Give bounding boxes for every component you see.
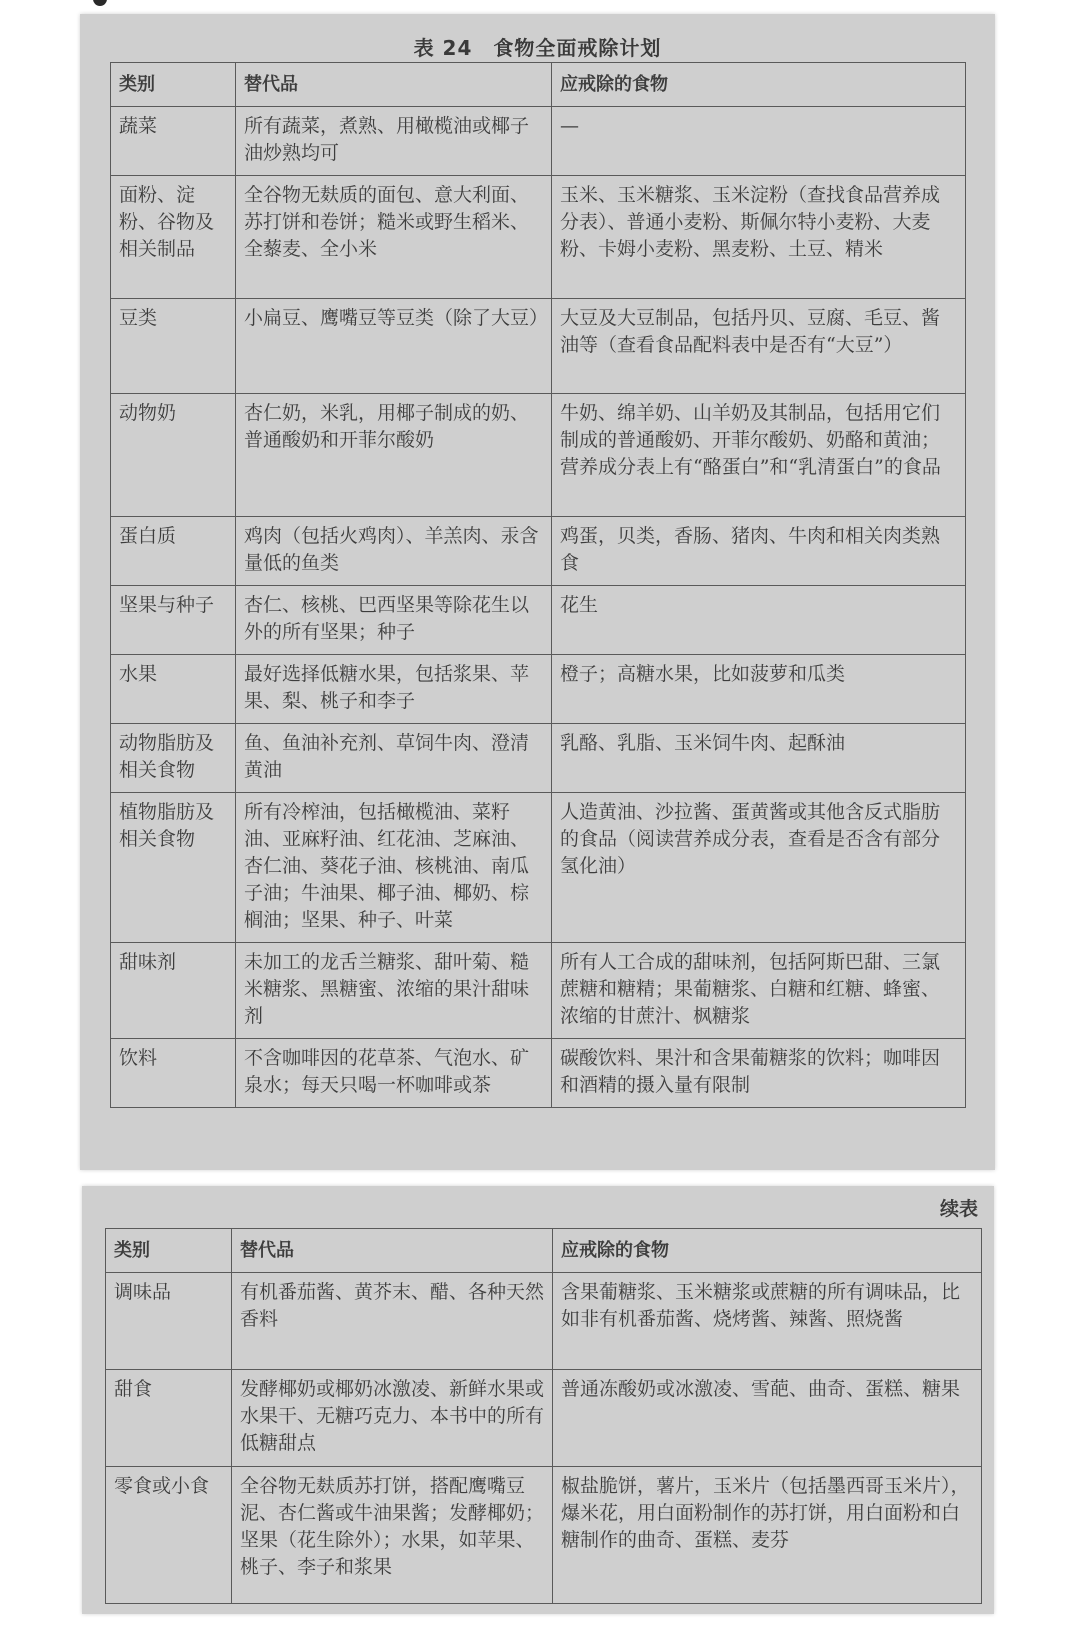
cell-avoid: 牛奶、绵羊奶、山羊奶及其制品，包括用它们制成的普通酸奶、开菲尔酸奶、奶酪和黄油；营养成分表上有“酪蛋白”和“乳清蛋白”的食品	[552, 394, 966, 517]
cell-category: 甜味剂	[111, 943, 236, 1039]
header-substitutes: 替代品	[236, 63, 552, 107]
cell-avoid: 普通冻酸奶或冰激凌、雪葩、曲奇、蛋糕、糖果	[553, 1370, 982, 1467]
cell-substitutes: 全谷物无麸质苏打饼，搭配鹰嘴豆泥、杏仁酱或牛油果酱；发酵椰奶；坚果（花生除外）；水果，如苹果、桃子、李子和浆果	[232, 1467, 553, 1604]
table-row	[111, 586, 966, 655]
cell-avoid: 椒盐脆饼，薯片，玉米片（包括墨西哥玉米片），爆米花，用白面粉制作的苏打饼，用白面粉和白糖制作的曲奇、蛋糕、麦芬	[553, 1467, 982, 1604]
table-header-row	[106, 1229, 982, 1273]
cell-substitutes: 发酵椰奶或椰奶冰激凌、新鲜水果或水果干、无糖巧克力、本书中的所有低糖甜点	[232, 1370, 553, 1467]
header-avoid: 应戒除的食物	[552, 63, 966, 107]
table-row	[111, 1039, 966, 1108]
cell-substitutes: 鸡肉（包括火鸡肉）、羊羔肉、汞含量低的鱼类	[236, 517, 552, 586]
cell-substitutes: 杏仁、核桃、巴西坚果等除花生以外的所有坚果；种子	[236, 586, 552, 655]
cell-substitutes: 最好选择低糖水果，包括浆果、苹果、梨、桃子和李子	[236, 655, 552, 724]
cell-substitutes: 所有冷榨油，包括橄榄油、菜籽油、亚麻籽油、红花油、芝麻油、杏仁油、葵花子油、核桃油、南瓜子油；牛油果、椰子油、椰奶、棕榈油；坚果、种子、叶菜	[236, 793, 552, 943]
cell-substitutes: 全谷物无麸质的面包、意大利面、苏打饼和卷饼；糙米或野生稻米、全藜麦、全小米	[236, 176, 552, 299]
cell-substitutes: 鱼、鱼油补充剂、草饲牛肉、澄清黄油	[236, 724, 552, 793]
cell-substitutes: 小扁豆、鹰嘴豆等豆类（除了大豆）	[236, 299, 552, 394]
cell-category: 蔬菜	[111, 107, 236, 176]
table-row	[111, 724, 966, 793]
cell-avoid: 花生	[552, 586, 966, 655]
table-row	[111, 394, 966, 517]
header-avoid: 应戒除的食物	[553, 1229, 982, 1273]
table-row	[106, 1370, 982, 1467]
header-category: 类别	[111, 63, 236, 107]
cell-avoid: 所有人工合成的甜味剂，包括阿斯巴甜、三氯蔗糖和糖精；果葡糖浆、白糖和红糖、蜂蜜、浓缩的甘蔗汁、枫糖浆	[552, 943, 966, 1039]
table-header-row	[111, 63, 966, 107]
table-row	[111, 793, 966, 943]
cell-substitutes: 不含咖啡因的花草茶、气泡水、矿泉水；每天只喝一杯咖啡或茶	[236, 1039, 552, 1108]
food-elimination-table	[110, 62, 966, 1108]
cell-avoid: 大豆及大豆制品，包括丹贝、豆腐、毛豆、酱油等（查看食品配料表中是否有“大豆”）	[552, 299, 966, 394]
cell-avoid: 人造黄油、沙拉酱、蛋黄酱或其他含反式脂肪的食品（阅读营养成分表，查看是否含有部分氢化油）	[552, 793, 966, 943]
cell-avoid: 橙子；高糖水果，比如菠萝和瓜类	[552, 655, 966, 724]
table-row	[111, 107, 966, 176]
cell-avoid: —	[552, 107, 966, 176]
table-row	[111, 176, 966, 299]
table-row	[111, 299, 966, 394]
table-panel-main	[80, 14, 995, 1170]
food-elimination-table-continued	[105, 1228, 982, 1604]
cell-category: 动物奶	[111, 394, 236, 517]
continued-label: 续表	[939, 1198, 978, 1220]
cell-avoid: 乳酪、乳脂、玉米饲牛肉、起酥油	[552, 724, 966, 793]
table-caption: 表 24 食物全面戒除计划	[413, 36, 662, 60]
cell-substitutes: 所有蔬菜，煮熟、用橄榄油或椰子油炒熟均可	[236, 107, 552, 176]
cell-category: 植物脂肪及相关食物	[111, 793, 236, 943]
cell-category: 豆类	[111, 299, 236, 394]
cell-category: 动物脂肪及相关食物	[111, 724, 236, 793]
cell-avoid: 鸡蛋，贝类，香肠、猪肉、牛肉和相关肉类熟食	[552, 517, 966, 586]
header-substitutes: 替代品	[232, 1229, 553, 1273]
cell-category: 坚果与种子	[111, 586, 236, 655]
cell-substitutes: 杏仁奶，米乳，用椰子制成的奶、普通酸奶和开菲尔酸奶	[236, 394, 552, 517]
cell-substitutes: 未加工的龙舌兰糖浆、甜叶菊、糙米糖浆、黑糖蜜、浓缩的果汁甜味剂	[236, 943, 552, 1039]
table-row	[111, 655, 966, 724]
cell-category: 面粉、淀粉、谷物及相关制品	[111, 176, 236, 299]
cell-category: 饮料	[111, 1039, 236, 1108]
cell-substitutes: 有机番茄酱、黄芥末、醋、各种天然香料	[232, 1273, 553, 1370]
cell-category: 甜食	[106, 1370, 232, 1467]
cell-category: 零食或小食	[106, 1467, 232, 1604]
header-category: 类别	[106, 1229, 232, 1273]
table-row	[111, 517, 966, 586]
cell-avoid: 玉米、玉米糖浆、玉米淀粉（查找食品营养成分表）、普通小麦粉、斯佩尔特小麦粉、大麦粉、卡姆小麦粉、黑麦粉、土豆、精米	[552, 176, 966, 299]
cell-avoid: 碳酸饮料、果汁和含果葡糖浆的饮料；咖啡因和酒精的摄入量有限制	[552, 1039, 966, 1108]
table-row	[111, 943, 966, 1039]
table-row	[106, 1273, 982, 1370]
cell-category: 蛋白质	[111, 517, 236, 586]
table-panel-continued	[82, 1186, 994, 1614]
table-row	[106, 1467, 982, 1604]
cell-category: 水果	[111, 655, 236, 724]
cell-avoid: 含果葡糖浆、玉米糖浆或蔗糖的所有调味品，比如非有机番茄酱、烧烤酱、辣酱、照烧酱	[553, 1273, 982, 1370]
cell-category: 调味品	[106, 1273, 232, 1370]
bullet-dot-fragment	[93, 0, 107, 6]
